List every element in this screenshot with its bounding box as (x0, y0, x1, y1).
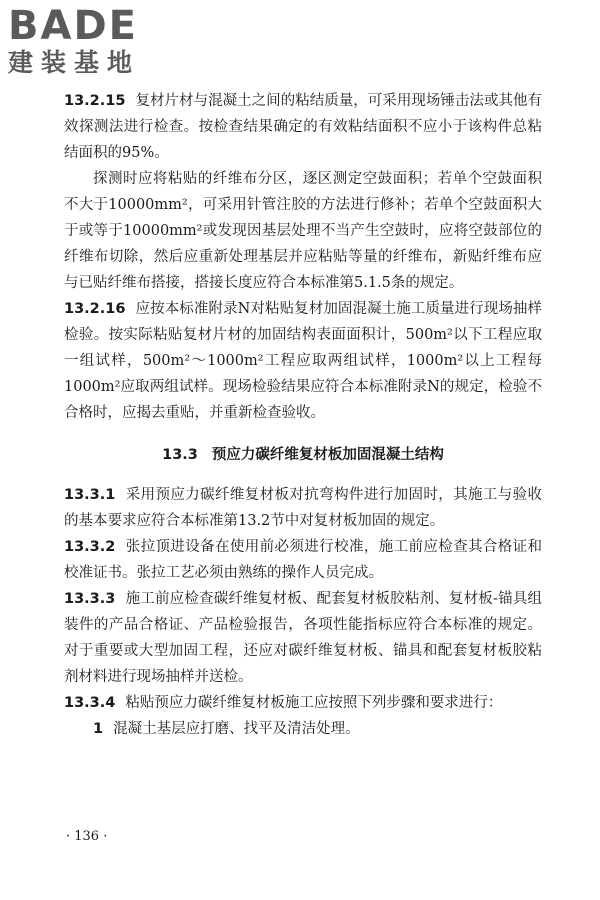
clause (64, 88, 542, 166)
clause (64, 482, 542, 534)
clause (64, 586, 542, 690)
clause-text: 应按本标准附录N对粘贴复材加固混凝土施工质量进行现场抽样检验。按实际粘贴复材片材的加固结构表面面积计，500m²以下工程应取一组试样，500m²～1000m²工程应取两组试样，1000m²以上工程每1000m²应取两组试样。现场检验结果应符合本标准附录N的规定，检验不合格时，应揭去重贴，并重新检查验收。 (64, 301, 542, 421)
page-number: · 136 · (66, 829, 108, 844)
clause-text: 张拉顶进设备在使用前必须进行校准，施工前应检查其合格证和校准证书。张拉工艺必须由熟练的操作人员完成。 (64, 539, 542, 581)
clause-number: 13.3.3 (64, 591, 116, 607)
clause (64, 690, 542, 716)
logo-wordmark: BADE (8, 3, 138, 49)
section-number: 13.3 (162, 447, 198, 463)
clause-number: 13.2.15 (64, 93, 126, 109)
paragraph: 探测时应将粘贴的纤维布分区，逐区测定空鼓面积；若单个空鼓面积不大于10000mm²，可采用针管注胶的方法进行修补；若单个空鼓面积大于或等于10000mm²或发现因基层处理不当产生空鼓时，应将空鼓部位的纤维布切除，然后应重新处理基层并应粘贴等量的纤维布，新贴纤维布应与已贴纤维布搭接，搭接长度应符合本标准第5.1.5条的规定。 (64, 171, 542, 291)
item-text: 混凝土基层应打磨、找平及清洁处理。 (113, 721, 360, 737)
list-item (64, 716, 542, 742)
clause-text: 粘贴预应力碳纤维复材板施工应按照下列步骤和要求进行： (125, 695, 503, 711)
logo (8, 4, 183, 78)
item-number: 1 (93, 721, 104, 737)
clause-number: 13.3.2 (64, 539, 116, 555)
clause-text: 复材片材与混凝土之间的粘结质量，可采用现场锤击法或其他有效探测法进行检查。按检查结果确定的有效粘结面积不应小于该构件总粘结面积的95%。 (64, 93, 542, 161)
page-body (64, 88, 542, 742)
clause-text: 采用预应力碳纤维复材板对抗弯构件进行加固时，其施工与验收的基本要求应符合本标准第13.2节中对复材板加固的规定。 (64, 487, 542, 529)
logo-chinese: 建装基地 (8, 48, 141, 77)
clause (64, 534, 542, 586)
section-title: 预应力碳纤维复材板加固混凝土结构 (211, 447, 444, 463)
section-heading (64, 442, 542, 468)
clause (64, 296, 542, 426)
clause-number: 13.3.4 (64, 695, 116, 711)
clause-number: 13.2.16 (64, 301, 126, 317)
clause-number: 13.3.1 (64, 487, 116, 503)
clause-text: 施工前应检查碳纤维复材板、配套复材板胶粘剂、复材板-锚具组装件的产品合格证、产品检验报告，各项性能指标应符合本标准的规定。对于重要或大型加固工程，还应对碳纤维复材板、锚具和配套复材板胶粘剂材料进行现场抽样并送检。 (64, 591, 542, 685)
